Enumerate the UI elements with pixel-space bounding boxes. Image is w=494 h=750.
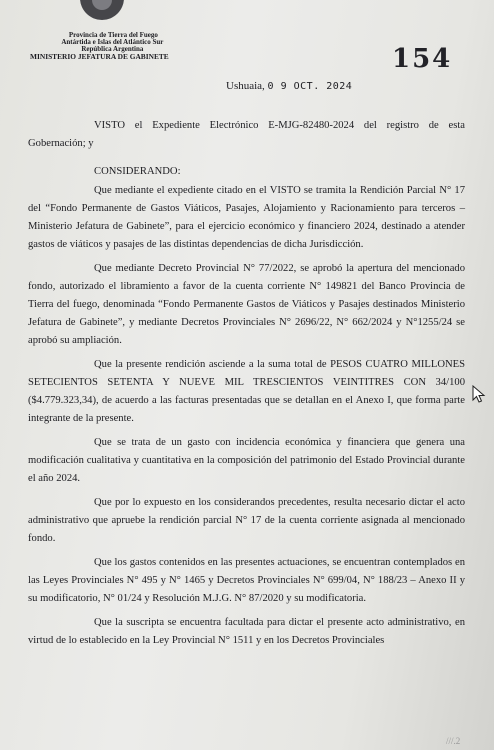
paragraph: Que por lo expuesto en los considerandos precedentes, resulta necesario dictar el acto administrativo que apruebe la rendición parcial N° 17 de la cuenta corriente asignada al mencionado fondo. — [28, 497, 465, 544]
paragraph: Que la presente rendición asciende a la suma total de PESOS CUATRO MILLONES SETECIENTOS SETENTA Y NUEVE MIL TRESCIENTOS VEINTITRES CON 34/100 ($4.779.323,34), de acuerdo a las facturas presentadas que se detallan en el Anexo I, que forma parte integrante de la presente. — [28, 359, 465, 424]
provincial-seal-icon — [80, 0, 124, 20]
paragraph: Que los gastos contenidos en las presentes actuaciones, se encuentran contemplados en las Leyes Provinciales N° 495 y N° 1465 y Decretos Provinciales N° 699/04, N° 188/23 – Anexo II y su modificatorio, N° 01/24 y Resolución M.J.G. N° 87/2020 y su modificatoria. — [28, 557, 465, 604]
date-place: Ushuaia, — [226, 80, 265, 92]
visto-paragraph: VISTO el Expediente Electrónico E-MJG-82480-2024 del registro de esta Gobernación; y — [28, 120, 465, 149]
page-continuation-mark: ///.2 — [446, 736, 461, 746]
letterhead-province: Provincia de Tierra del Fuego — [68, 31, 158, 39]
date-value: 0 9 OCT. 2024 — [267, 81, 353, 92]
considerando-heading: CONSIDERANDO: — [94, 166, 181, 177]
paragraph: Que la suscripta se encuentra facultada para dictar el presente acto administrativo, en virtud de lo establecido en la Ley Provincial N° 1511 y en los Decretos Provinciales — [28, 617, 465, 646]
paragraph: Que mediante Decreto Provincial N° 77/2022, se aprobó la apertura del mencionado fondo, autorizado el libramiento a favor de la cuenta corriente N° 149821 del Banco Provincia de Tierra del fuego, denominada “Fondo Permanente Gastos de Viáticos y Pasajes destinados Ministerio Jefatura de Gabinete”, y mediante Decretos Provinciales N° 2696/22, N° 662/2024 y N°1255/24 se aprobó su ampliación. — [28, 263, 465, 346]
letterhead — [0, 32, 169, 60]
document-body — [28, 117, 465, 650]
paragraph: Que se trata de un gasto con incidencia económica y financiera que genera una modificación cualitativa y cuantitativa en la composición del patrimonio del Estado Provincial durante el año 2024. — [28, 437, 465, 484]
document-number: 154 — [392, 44, 453, 74]
letterhead-ministry: MINISTERIO JEFATURA DE GABINETE — [30, 52, 169, 61]
letterhead-country: República Argentina — [81, 45, 144, 53]
mouse-pointer-icon — [472, 385, 486, 403]
date-line — [226, 80, 352, 92]
paragraph: Que mediante el expediente citado en el VISTO se tramita la Rendición Parcial N° 17 del “Fondo Permanente de Gastos Viáticos, Pasajes, Alojamiento y Racionamiento para terceros – Ministerio Jefatura de Gabinete”, para el ejercicio económico y financiero 2024, destinado a atender gastos de viáticos y pasajes de las distintas dependencias de dicha Jurisdicción. — [28, 185, 465, 250]
letterhead-region: Antártida e Islas del Atlántico Sur — [61, 38, 164, 46]
